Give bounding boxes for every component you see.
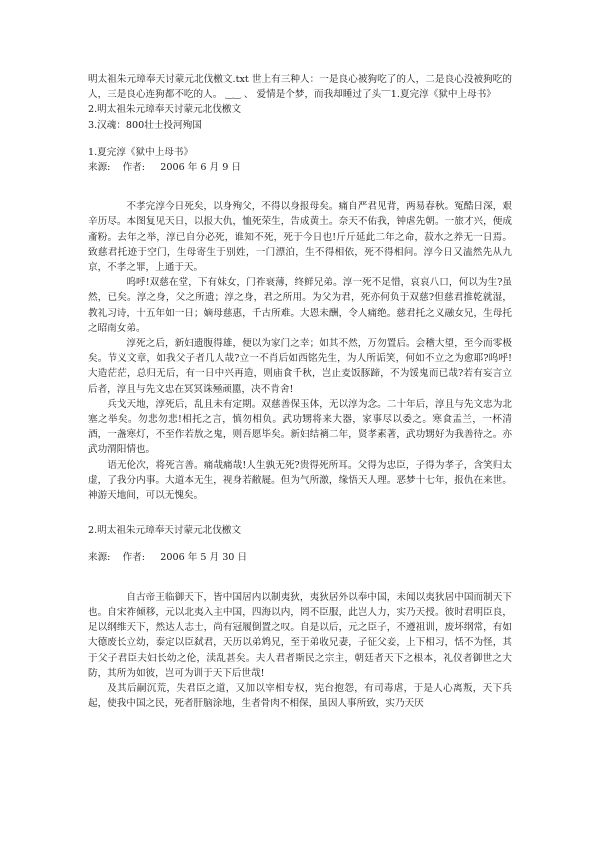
section-title: 1.夏完淳《狱中上母书》 [88, 146, 194, 158]
source-line [88, 550, 512, 565]
paragraph: 兵戈天地，淳死后，乱且未有定期。双慈善保玉体，无以淳为念。二十年后，淳且与先文忠为北塞之举矣。勿悲勿悲!相托之言，慎勿相负。武功甥将来大器，家事尽以委之。寒食盂兰，一杯清酒，一盏寒灯，不至作若敖之鬼，则吾愿毕矣。新妇结褵二年，贤孝素著，武功甥好为我善待之。亦武功渭阳情也。 [88, 398, 512, 456]
paragraph: 淳死之后，新妇遗腹得雄，便以为家门之幸；如其不然，万勿置后。会稽大望，至今而零极矣。节义文章，如我父子者几人哉?立一不肖后如西铭先生，为人所诟笑，何如不立之为愈耶?呜呼!大造茫茫，总归无后，有一日中兴再造，则庙食千秋，岂止麦饭豚蹄，不为馁鬼而已哉?若有妄言立后者，淳且与先文忠在冥冥诛殛顽嚚，决不肯舍! [88, 338, 512, 395]
table-of-contents [88, 102, 512, 132]
paragraph: 自古帝王临御天下，皆中国居内以制夷狄，夷狄居外以奉中国，未闻以夷狄居中国而制天下也。自宋祚倾移，元以北夷入主中国，四海以内，罔不臣服，此岂人力，实乃天授。彼时君明臣良，足以纲维天下，然达人志士，尚有冠履倒置之叹。自是以后，元之臣子，不遵祖训，废坏纲常，有如大德废长立幼，泰定以臣弑君，天历以弟鸩兄，至于弟收兄妻，子征父妾，上下相习，恬不为怪，其于父子君臣夫妇长幼之伦，渎乱甚矣。夫人君者斯民之宗主，朝廷者天下之根本，礼仪者御世之大防，其所为如彼，岂可为训于天下后世哉! [88, 591, 512, 679]
intro-block [88, 72, 512, 102]
section-2 [88, 523, 512, 711]
author-label: 作者: [122, 552, 146, 564]
section-title: 2.明太祖朱元璋奉天讨蒙元北伐檄文 [88, 525, 242, 537]
source-label: 来源: [88, 552, 111, 564]
publish-date: 2006 年 5 月 30 日 [160, 552, 248, 564]
paragraph: 及其后嗣沉荒，失君臣之道，又加以宰相专权，宪台抱怨，有司毒虐，于是人心离叛，天下兵起，使我中国之民，死者肝脑涂地，生者骨肉不相保，虽因人事所致，实乃天厌 [88, 682, 512, 710]
source-line [88, 160, 512, 175]
source-label: 来源: [88, 162, 111, 174]
paragraph: 不孝完淳今日死矣，以身殉父，不得以身报母矣。痛自严君见背，两易春秋。冤酷日深，艰辛历尽。本图复见天日，以报大仇，恤死荣生，告成黄土。奈天不佑我，钟虐先朝。一旅才兴，便成齑粉。去年之举，淳已自分必死，谁知不死，死于今日也!斤斤延此二年之命，菽水之养无一日焉。致慈君托迹于空门，生母寄生于别姓，一门漂泊，生不得相依，死不得相问。淳今日又溘然先从九京，不孝之罪，上通于天。 [88, 201, 512, 274]
author-label: 作者: [122, 162, 146, 174]
paragraph: 呜呼!双慈在堂，下有妹女，门祚衰薄，终鲜兄弟。淳一死不足惜，哀哀八口，何以为生?虽然，已矣。淳之身，父之所遗；淳之身，君之所用。为父为君，死亦何负于双慈?但慈君推乾就湿，教礼习诗，十五年如一日；嫡母慈惠，千古所难。大恩未酬，令人痛绝。慈君托之义融女兄，生母托之昭南女弟。 [88, 277, 512, 334]
toc-item: 2.明太祖朱元璋奉天讨蒙元北伐檄文 [88, 104, 242, 116]
toc-item: 3.汉魂：800壮士投河殉国 [88, 119, 202, 131]
paragraph: 语无伦次，将死言善。痛哉痛哉!人生孰无死?贵得死所耳。父得为忠臣，子得为孝子，含笑归太虚，了我分内事。大道本无生，视身若敝屣。但为气所激，缘悟天人理。恶梦十七年，报仇在来世。神游天地间，可以无愧矣。 [88, 459, 512, 502]
intro-text: 明太祖朱元璋奉天讨蒙元北伐檄文.txt 世上有三种人：一是良心被狗吃了的人，二是良心没被狗吃的人，三是良心连狗都不吃的人。 ‿‿ 、 爱情是个梦，而我却睡过了头‾‾1.夏完淳《狱中上母书》 [88, 74, 512, 101]
section-1 [88, 145, 512, 503]
publish-date: 2006 年 6 月 9 日 [160, 162, 241, 174]
